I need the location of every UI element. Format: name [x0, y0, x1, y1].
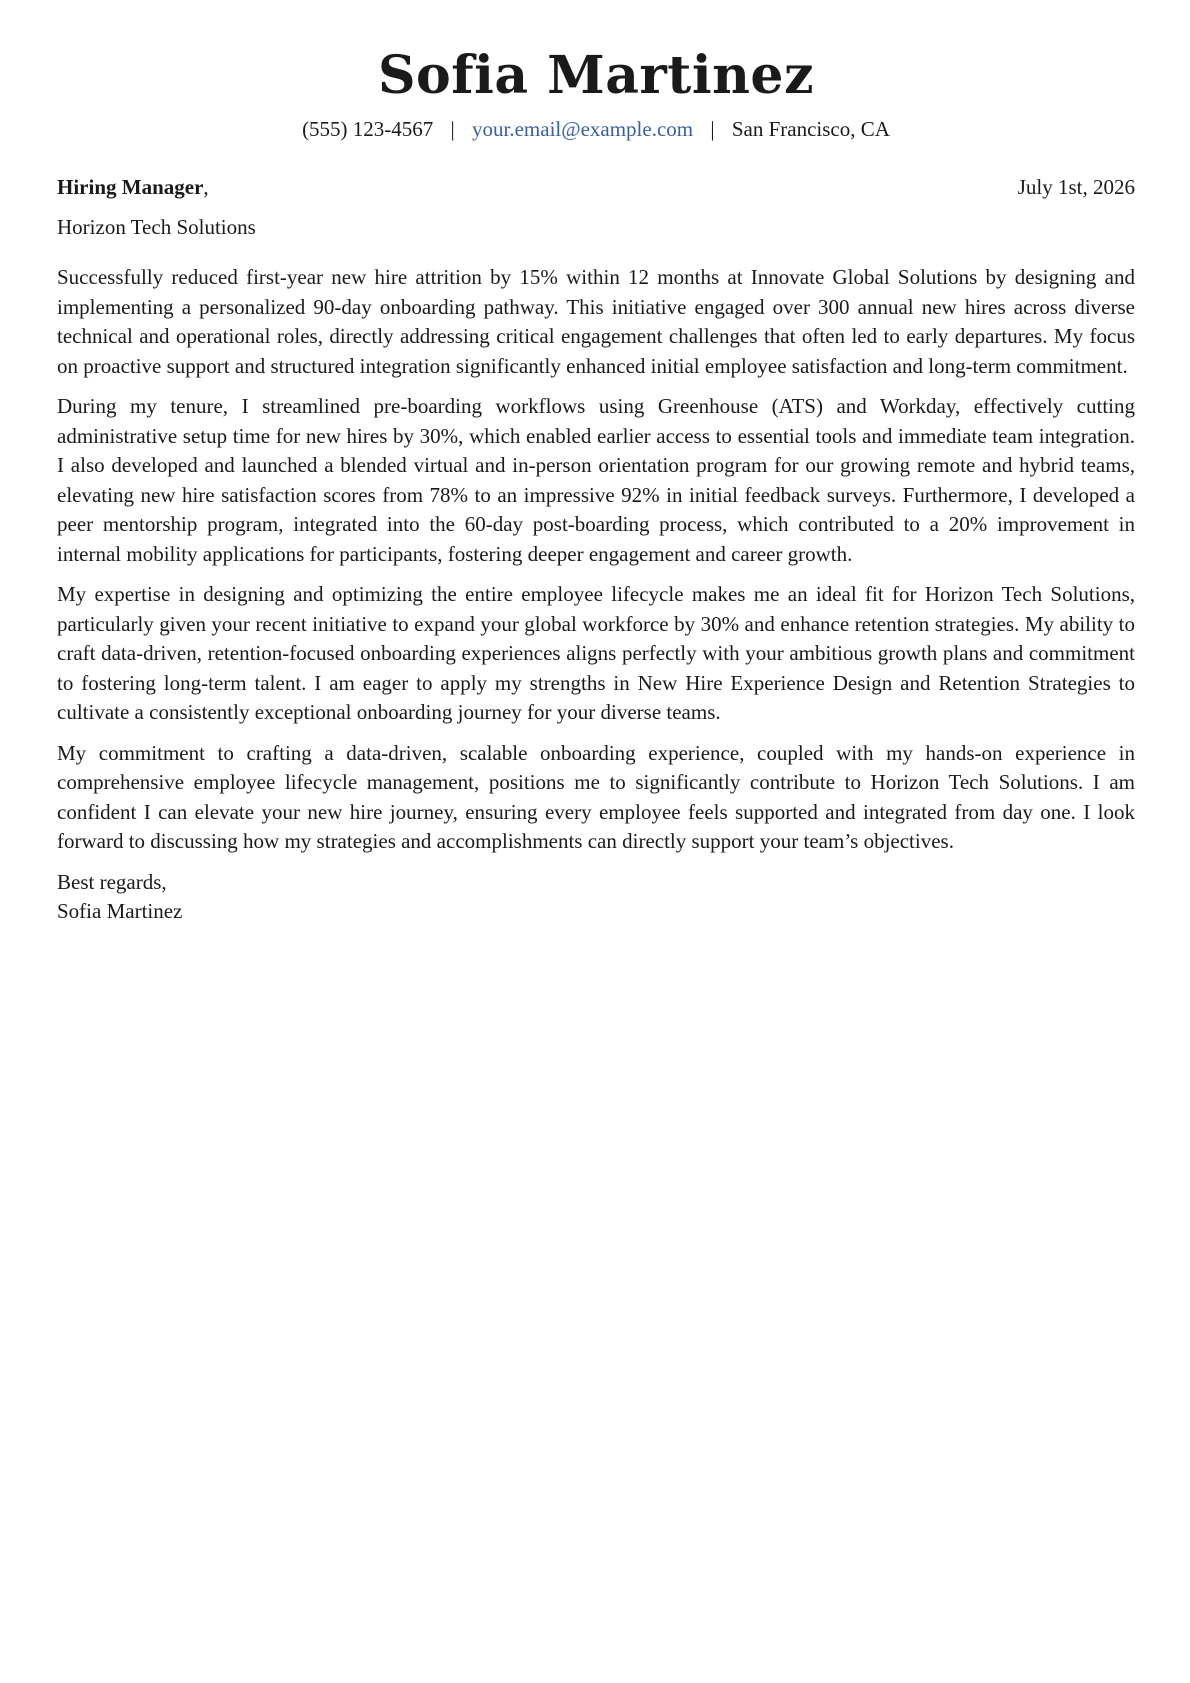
applicant-name: Sofia Martinez — [378, 45, 814, 106]
recipient-title: Hiring Manager — [57, 175, 204, 199]
closing-salutation: Best regards, — [57, 869, 167, 894]
body-paragraph: My expertise in designing and optimizing the entire employee lifecycle makes me an ideal fit for Horizon Tech Solutions, particularly given your recent initiative to expand your global workforce by 30% and enhance retention strategies. My ability to craft data-driven, retention-focused onboarding experiences aligns perfectly with your ambitious growth plans and commitment to fostering long-term talent. I am eager to apply my strengths in New Hire Experience Design and Retention Strategies to cultivate a consistently exceptional onboarding journey for your diverse teams. — [57, 582, 1135, 724]
recipient-date-row — [57, 172, 1135, 202]
letter-body — [57, 263, 1135, 857]
location: San Francisco, CA — [731, 117, 890, 141]
contact-line — [57, 114, 1135, 144]
body-paragraph: Successfully reduced first-year new hire attrition by 15% within 12 months at Innovate Global Solutions by designing and implementing a personalized 90-day onboarding pathway. This initiative engaged over 300 annual new hires across diverse technical and operational roles, directly addressing critical engagement challenges that often led to early departures. My focus on proactive support and structured integration significantly enhanced initial employee satisfaction and long-term commitment. — [57, 265, 1135, 378]
body-paragraph: My commitment to crafting a data-driven, scalable onboarding experience, coupled with my hands-on experience in comprehensive employee lifecycle management, positions me to significantly contribute to Horizon Tech Solutions. I am confident I can elevate your new hire journey, ensuring every employee feels supported and integrated from day one. I look forward to discussing how my strategies and accomplishments can directly support your team’s objectives. — [57, 740, 1135, 853]
contact-separator: | — [450, 117, 455, 141]
company-name: Horizon Tech Solutions — [57, 215, 256, 239]
signature-name: Sofia Martinez — [57, 899, 183, 923]
closing-block — [57, 868, 1135, 927]
phone-number: (555) 123-4567 — [302, 117, 434, 141]
letter-date: July 1st, 2026 — [1017, 175, 1135, 199]
recipient-comma: , — [203, 175, 209, 199]
recipient — [57, 172, 209, 202]
cover-letter-page — [57, 0, 1135, 927]
email-link[interactable]: your.email@example.com — [472, 117, 694, 141]
body-paragraph: During my tenure, I streamlined pre-boarding workflows using Greenhouse (ATS) and Workday, effectively cutting administrative setup time for new hires by 30%, which enabled earlier access to essential tools and immediate team integration. I also developed and launched a blended virtual and in-person orientation program for our growing remote and hybrid teams, elevating new hire satisfaction scores from 78% to an impressive 92% in initial feedback surveys. Furthermore, I developed a peer mentorship program, integrated into the 60-day post-boarding process, which contributed to a 20% improvement in internal mobility applications for participants, fostering deeper engagement and career growth. — [57, 394, 1135, 566]
contact-separator: | — [710, 117, 715, 141]
